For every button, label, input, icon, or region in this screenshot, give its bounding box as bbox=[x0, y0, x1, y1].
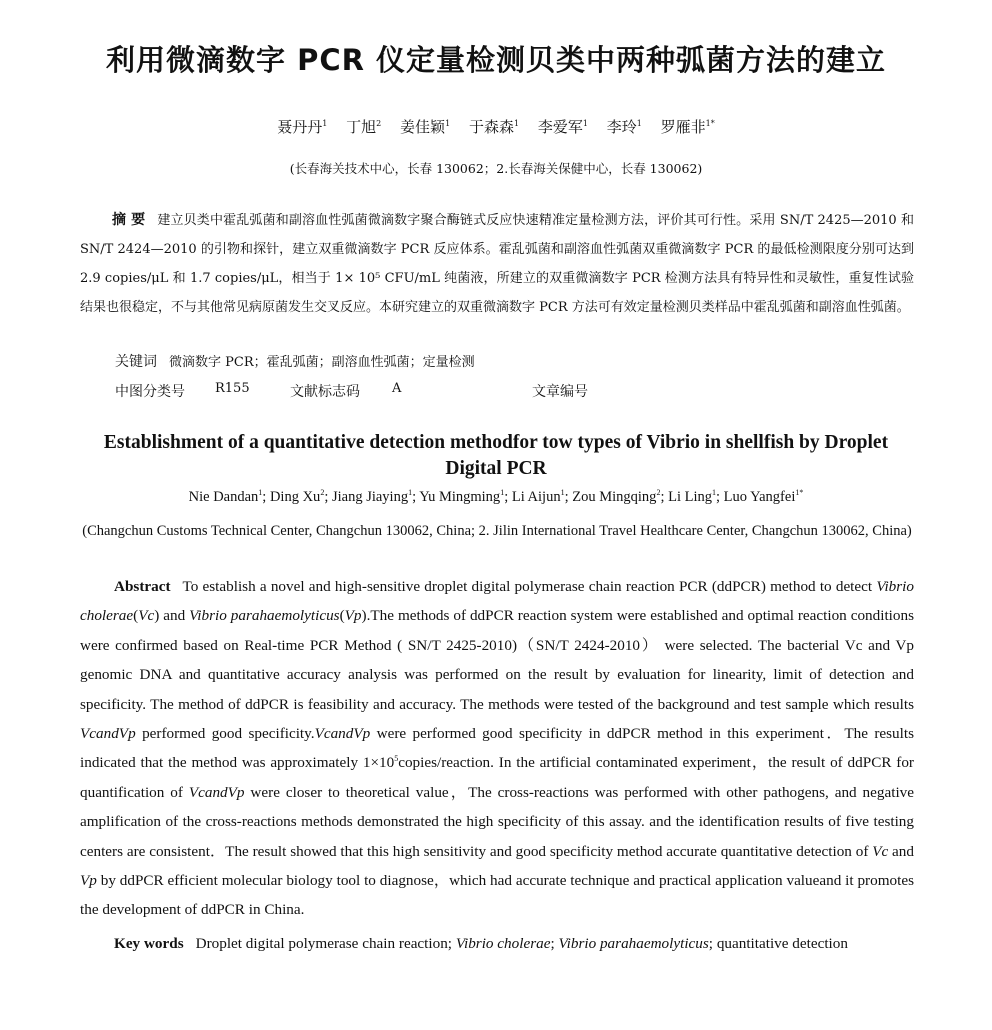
clc-label: 中图分类号 bbox=[115, 384, 185, 400]
abstract-text-segment: were performed good specificity in ddPCR method in this experiment．The results indicated that the method was approximately 1×10 bbox=[80, 725, 914, 772]
chinese-abstract bbox=[80, 206, 914, 322]
species-abbr: VcandVp bbox=[188, 783, 245, 801]
author-affiliation-mark: 1 bbox=[322, 119, 328, 128]
author-name: 罗雁非 bbox=[660, 118, 706, 136]
author-affiliation-mark: 1* bbox=[705, 119, 715, 128]
author-name: Yu Mingming bbox=[419, 489, 501, 505]
keywords-paragraph-en bbox=[80, 929, 914, 958]
abstract-label-en: Abstract bbox=[114, 578, 171, 595]
author-name: 姜佳颖 bbox=[400, 118, 446, 136]
keywords-label-en: Key words bbox=[114, 934, 184, 952]
author-cn bbox=[277, 118, 327, 136]
author-affiliation-mark: 1 bbox=[513, 119, 520, 128]
keyword-text: ; bbox=[550, 934, 559, 952]
author-name: Li Ling bbox=[668, 489, 712, 505]
author-cn bbox=[400, 118, 450, 136]
english-author-list: Nie Dandan$^1$; Ding Xu$^2$; Jiang Jiaying$^1$; Yu Mingming$^1$; Li Aijun$^1$; Zou Mingqing$^2$; Li Ling$^1$; Luo Yangfei$^{1*}$ bbox=[188, 488, 804, 505]
keyword-text: ; quantitative detection bbox=[708, 934, 848, 952]
author-cn bbox=[346, 118, 381, 136]
chinese-title: 利用微滴数字 PCR 仪定量检测贝类中两种弧菌方法的建立 bbox=[105, 43, 887, 77]
abstract-text-segment: were closer to theoretical value，The cross-reactions was performed with other pathogens, and negative amplification of the cross-reactions methods demonstrated the high specificity of this assay. and the identification results of five testing centers are consistent．The result showed that this high sensitivity and good specificity method accurate quantitative detection of bbox=[80, 783, 914, 860]
author-affiliation-mark: 1 bbox=[500, 488, 505, 498]
keyword-species: Vibrio cholerae bbox=[455, 934, 551, 952]
author-name: Jiang Jiaying bbox=[331, 489, 409, 505]
species-abbr: Vc bbox=[872, 842, 889, 860]
author-affiliation-mark: 1 bbox=[712, 488, 716, 498]
author-name: 李爱军 bbox=[537, 118, 583, 136]
species-abbr: VcandVp bbox=[314, 725, 371, 743]
author-affiliation-mark: 1 bbox=[258, 488, 263, 498]
author-affiliation-mark: 1* bbox=[795, 488, 804, 498]
keywords-label-cn: 关键词 bbox=[115, 354, 157, 370]
author-cn bbox=[661, 118, 715, 136]
abstract-text-segment: and bbox=[888, 842, 914, 860]
doc-code-label: 文献标志码 bbox=[290, 384, 360, 400]
abstract-text-segment: To establish a novel and high-sensitive droplet digital polymerase chain reaction PCR (ddPCR) method to detect bbox=[182, 578, 877, 595]
abstract-label-cn: 摘 要 bbox=[112, 212, 146, 228]
author-name: 聂丹丹 bbox=[277, 118, 323, 136]
author-name: Zou Mingqing bbox=[572, 489, 657, 505]
species-abbr: Vc bbox=[138, 607, 155, 625]
keyword-text: Droplet digital polymerase chain reaction; bbox=[195, 934, 456, 952]
chinese-affiliation: (长春海关技术中心，长春 130062；2.长春海关保健中心，长春 130062) bbox=[289, 161, 703, 176]
chinese-author-list bbox=[0, 116, 992, 137]
abstract-text-segment: copies/reaction. In the artificial contaminated experiment，the result of ddPCR for quantification of bbox=[80, 754, 914, 801]
author-name: 丁旭 bbox=[346, 118, 377, 136]
species-abbr: Vp bbox=[344, 607, 362, 625]
author-affiliation-mark: 1 bbox=[636, 119, 642, 128]
species-abbr: Vp bbox=[80, 872, 97, 890]
author-cn bbox=[607, 118, 642, 136]
author-affiliation-mark: 1 bbox=[582, 119, 588, 128]
english-title-line: Digital PCR bbox=[445, 458, 547, 479]
article-number-label: 文章编号 bbox=[532, 384, 588, 400]
author-name: Li Aijun bbox=[511, 489, 561, 505]
author-affiliation-mark: 2 bbox=[320, 488, 325, 498]
abstract-paragraph-en: Abstract To establish a novel and high-sensitive droplet digital polymerase chain reaction PCR (ddPCR) method to detect Vibrio cholerae(Vc) and Vibrio parahaemolyticus(Vp).The methods of ddPCR reaction system were established and optimal reaction conditions were confirmed based on Real-time PCR Method ( SN/T 2425-2010)（SN/T 2424-2010） were selected. The bacterial Vc and Vp genomic DNA and quantitative accuracy analysis was performed on the result by evaluation for linearity, limit of detection and specificity. The method of ddPCR is feasibility and accuracy. The methods were tested of the background and test sample which results VcandVp performed good specificity.VcandVp were performed good specificity in ddPCR method in this experiment．The results indicated that the method was approximately $1\times 10^5copies$/reaction. In the artificial contaminated experiment，the result of ddPCR for quantification of VcandVp were closer to theoretical value，The cross-reactions was performed with other pathogens, and negative amplification of the cross-reactions methods demonstrated the high specificity of this assay. and the identification results of five testing centers are consistent．The result showed that this high sensitivity and good specificity method accurate quantitative detection of Vc and Vp by ddPCR efficient molecular biology tool to diagnose，which had accurate technique and practical application valueand it promotes the development of ddPCR in China. bbox=[80, 578, 915, 919]
keywords-text-cn: 微滴数字 PCR；霍乱弧菌；副溶血性弧菌；定量检测 bbox=[169, 355, 475, 370]
abstract-text-segment: .The methods of ddPCR reaction system were established and optimal reaction conditions were confirmed based on Real-time PCR Method ( SN/T 2425-2010)（SN/T 2424-2010） were selected. The bacterial Vc and Vp genomic DNA and quantitative accuracy analysis was performed on the result by evaluation for linearity, limit of detection and specificity. The method of ddPCR is feasibility and accuracy. The methods were tested of the background and test sample which results bbox=[80, 607, 915, 713]
species-name: Vibrio parahaemolyticus bbox=[189, 607, 340, 625]
author-affiliation-mark: 2 bbox=[376, 119, 382, 128]
clc-value: R155 bbox=[215, 381, 250, 396]
abstract-text-segment: by ddPCR efficient molecular biology tool to diagnose，which had accurate technique and practical application valueand it promotes the development of ddPCR in China. bbox=[80, 872, 914, 919]
author-cn bbox=[469, 118, 519, 136]
abstract-text-segment: and bbox=[159, 607, 190, 625]
english-title-line: Establishment of a quantitative detection methodfor tow types of Vibrio in shellfish by Droplet bbox=[103, 432, 889, 453]
abstract-text-cn: 建立贝类中霍乱弧菌和副溶血性弧菌微滴数字聚合酶链式反应快速精准定量检测方法，评价其可行性。采用 SN/T 2425—2010 和 SN/T 2424—2010 的引物和探针，建立双重微滴数字 PCR 反应体系。霍乱弧菌和副溶血性弧菌双重微滴数字 PCR 的最低检测限度分别可达到 2.9 copies/μL 和 1.7 copies/μL，相当于 1× 10⁵ CFU/mL 纯菌液，所建立的双重微滴数字 PCR 检测方法具有特异性和灵敏性，重复性试验结果也很稳定，不与其他常见病原菌发生交叉反应。本研究建立的双重微滴数字 PCR 方法可有效定量检测贝类样品中霍乱弧菌和副溶血性弧菌。 bbox=[80, 213, 914, 315]
author-name: Luo Yangfei bbox=[723, 489, 796, 505]
doc-code-value: A bbox=[392, 381, 402, 396]
exponent: 5 bbox=[394, 754, 399, 764]
author-name: Nie Dandan bbox=[188, 489, 259, 505]
english-title bbox=[60, 430, 932, 482]
author-affiliation-mark: 2 bbox=[656, 488, 661, 498]
author-name: 于森森 bbox=[468, 118, 514, 136]
keyword-species: Vibrio parahaemolyticus bbox=[558, 934, 709, 952]
species-abbr: VcandVp bbox=[80, 725, 136, 743]
author-name: 李玲 bbox=[606, 118, 637, 136]
author-affiliation-mark: 1 bbox=[560, 488, 565, 498]
english-affiliation: (Changchun Customs Technical Center, Changchun 130062, China; 2. Jilin International Travel Healthcare Center, Changchun 130062, China) bbox=[82, 523, 912, 539]
abstract-text-segment: performed good specificity. bbox=[135, 725, 315, 743]
author-affiliation-mark: 1 bbox=[408, 488, 413, 498]
chinese-keywords bbox=[115, 351, 475, 371]
author-name: Ding Xu bbox=[269, 489, 321, 505]
english-abstract bbox=[80, 572, 914, 958]
author-affiliation-mark: 1 bbox=[445, 119, 451, 128]
species-name: Vibrio cholerae bbox=[80, 578, 914, 625]
author-cn bbox=[538, 118, 588, 136]
